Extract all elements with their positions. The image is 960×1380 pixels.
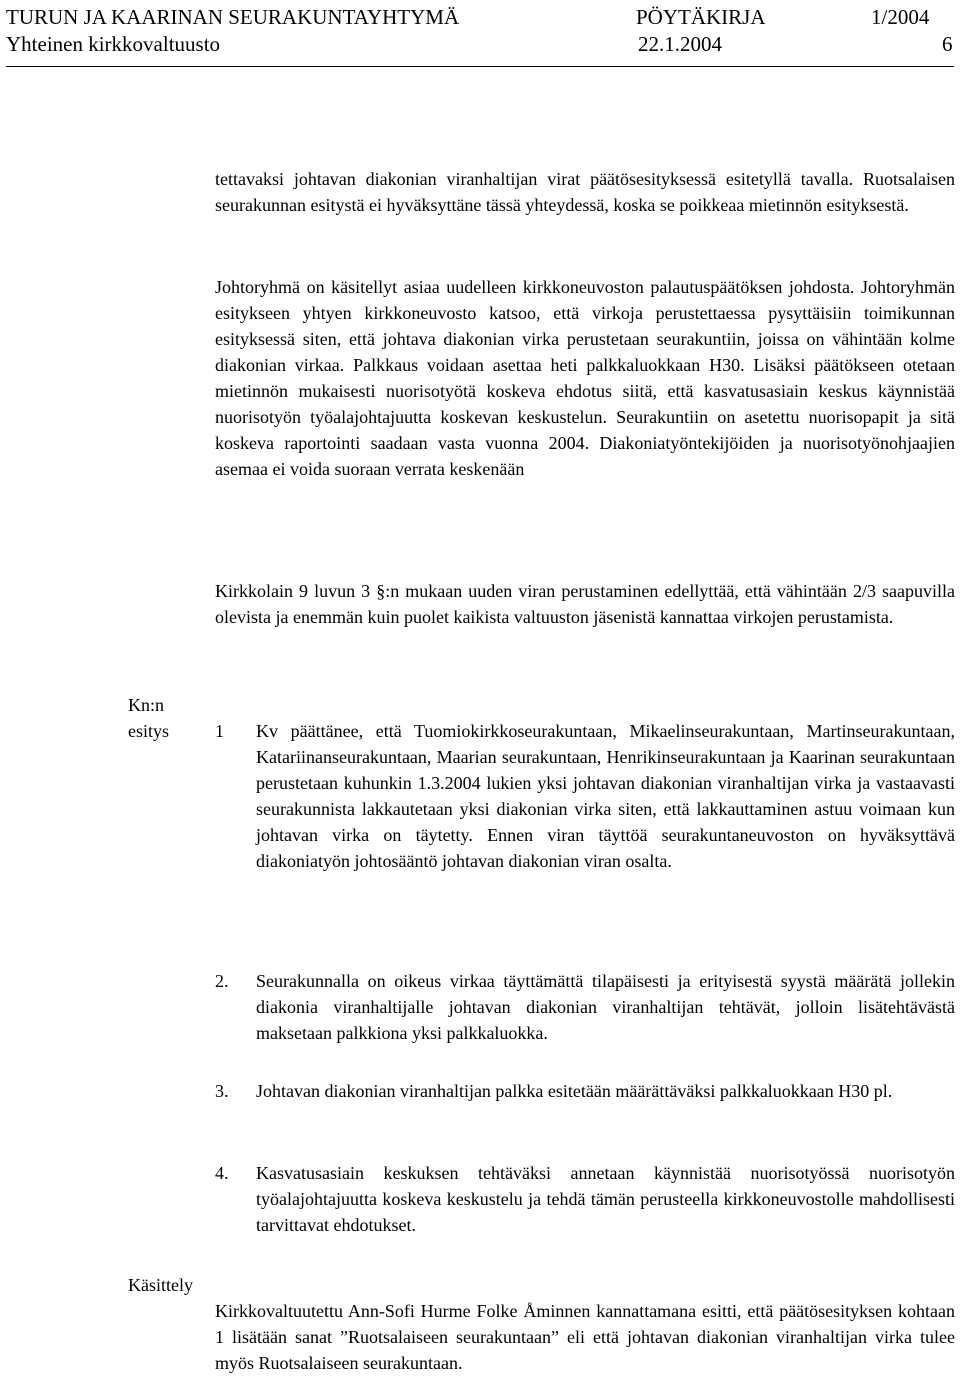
item-text: Seurakunnalla on oikeus virkaa täyttämättä tilapäisesti ja erityisestä syystä määrätä jollekin diakonia viranhaltijalle johtavan diakonian viranhaltijan tehtävät, jolloin lisätehtävästä maksetaan palkkiona yksi palkkaluokka.: [256, 971, 955, 1043]
document-number: 1/2004: [871, 5, 930, 29]
header-divider: [6, 66, 954, 67]
intro-paragraph-3: Kirkkolain 9 luvun 3 §:n mukaan uuden viran perustaminen edellyttää, että vähintään 2/3 saapuvilla olevista ja enemmän kuin puolet kaikista valtuuston jäsenistä kannattaa virkojen perustamista.: [215, 581, 955, 627]
meeting-date: 22.1.2004: [638, 32, 722, 56]
body-name: Yhteinen kirkkovaltuusto: [6, 32, 221, 56]
item-number: 1: [215, 721, 224, 741]
page-number: 6: [942, 32, 953, 56]
handling-paragraph: Kirkkovaltuutettu Ann-Sofi Hurme Folke Åminnen kannattamana esitti, että päätösesityksen kohtaan 1 lisätään sanat ”Ruotsalaiseen seurakuntaan” eli että johtavan diakonian viranhaltijan virka tulee myös Ruotsalaiseen seurakuntaan.: [215, 1301, 955, 1373]
page-header: [6, 4, 954, 58]
handling-label: Käsittely: [128, 1275, 193, 1295]
proposal-item-2: [215, 968, 955, 1046]
intro-paragraph-2: Johtoryhmä on käsitellyt asiaa uudelleen kirkkoneuvoston palautuspäätöksen johdosta. Johtoryhmän esitykseen yhtyen kirkkoneuvosto katsoo, että virkoja perustettaessa pysyttäisiin toimikunnan esityksessä siten, että johtava diakonian virka perustetaan seurakuntiin, joissa on vähintään kolme diakonian virkaa. Palkkaus voidaan asettaa heti palkkaluokkaan H30. Lisäksi päätökseen otetaan mietinnön mukaisesti nuorisotyötä koskeva ehdotus siitä, että kasvatusasiain keskus käynnistää nuorisotyön työalajohtajuutta koskevan keskustelun. Seurakuntiin on asetettu nuorisopapit ja sitä koskeva raportointi saadaan vasta vuonna 2004. Diakoniatyöntekijöiden ja nuorisotyönohjaajien asemaa ei voida suoraan verrata keskenään: [215, 277, 955, 479]
item-text: Kv päättänee, että Tuomiokirkkoseurakuntaan, Mikaelinseurakuntaan, Martinseurakuntaan, Katariinanseurakuntaan, Maarian seurakuntaan, Henrikinseurakuntaan ja Kaarinan seurakuntaan perustetaan kuhunkin 1.3.2004 lukien yksi johtavan diakonian viranhaltijan virka ja vastaavasti seurakunnista lakkautetaan yksi diakonian virka siten, että lakkauttaminen astuu voimaan kun johtavan virka on täytetty. Ennen viran täyttöä seurakuntaneuvoston on hyväksyttävä diakoniatyön johtosääntö johtavan diakonian viran osalta.: [256, 721, 955, 871]
proposal-item-3: [215, 1078, 955, 1104]
proposal-item-4: [215, 1160, 955, 1238]
item-number: 4.: [215, 1163, 229, 1183]
item-text: Kasvatusasiain keskuksen tehtäväksi annetaan käynnistää nuorisotyössä nuorisotyön työalajohtajuutta koskeva keskustelu ja tehdä tämän perusteella kirkkoneuvostolle mahdollisesti tarvittavat ehdotukset.: [256, 1163, 955, 1235]
item-text: Johtavan diakonian viranhaltijan palkka esitetään määrättäväksi palkkaluokkaan H30 pl.: [256, 1081, 893, 1101]
item-number: 2.: [215, 971, 229, 991]
proposal-label: Kn:n esitys: [128, 695, 170, 741]
organization-name: TURUN JA KAARINAN SEURAKUNTAYHTYMÄ: [6, 5, 460, 29]
item-number: 3.: [215, 1081, 229, 1101]
proposal-item-1: [215, 718, 955, 874]
document-type: PÖYTÄKIRJA: [636, 5, 766, 29]
intro-paragraph-1: tettavaksi johtavan diakonian viranhaltijan virat päätösesityksessä esitetyllä tavalla. Ruotsalaisen seurakunnan esitystä ei hyväksyttäne tässä yhteydessä, koska se poikkeaa mietinnön esityksestä.: [215, 169, 955, 215]
